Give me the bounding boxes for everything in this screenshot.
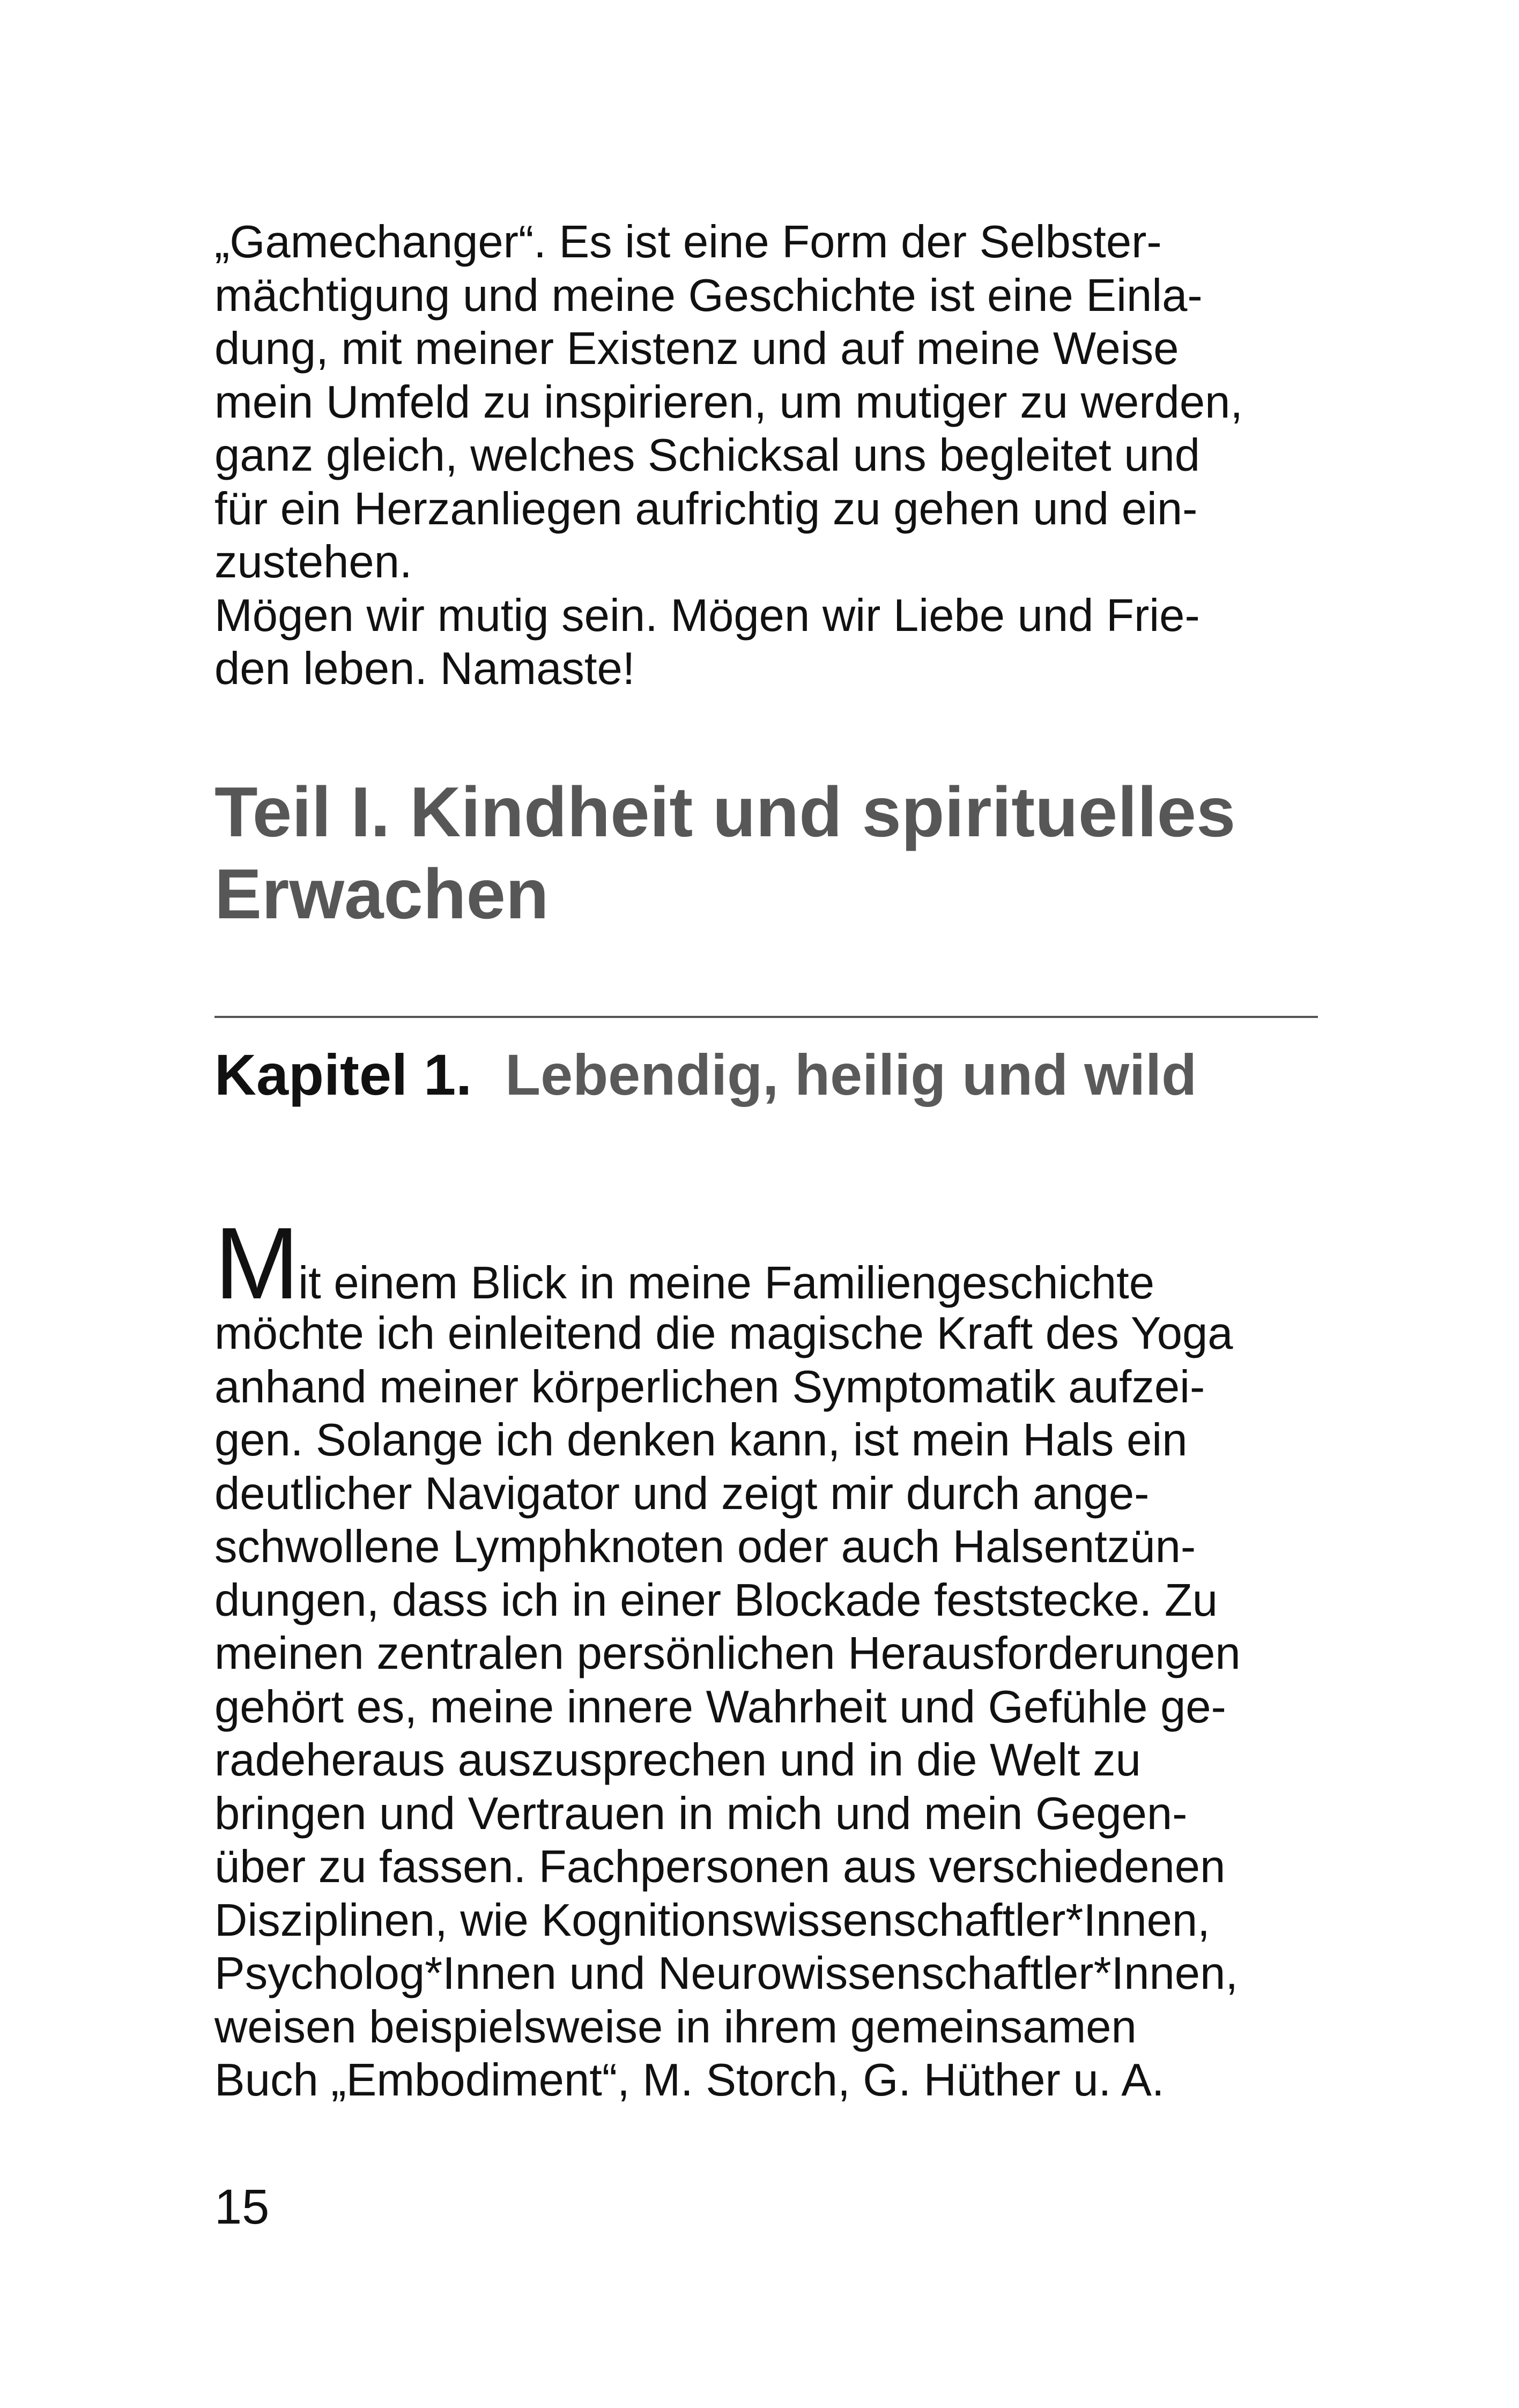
body-line: bringen und Vertrauen in mich und mein Gegen- xyxy=(214,1788,1188,1839)
body-line: gehört es, meine innere Wahrheit und Gefühle ge- xyxy=(214,1681,1226,1733)
body-first-line xyxy=(214,1207,1319,1320)
intro-line: Mögen wir mutig sein. Mögen wir Liebe und Frie- xyxy=(214,590,1200,641)
part-title-line: Erwachen xyxy=(214,854,549,933)
body-line: gen. Solange ich denken kann, ist mein Hals ein xyxy=(214,1415,1188,1466)
body-line: deutlicher Navigator und zeigt mir durch ange- xyxy=(214,1468,1150,1519)
body-line: über zu fassen. Fachpersonen aus verschiedenen xyxy=(214,1841,1226,1892)
intro-line: mächtigung und meine Geschichte ist eine Einla- xyxy=(214,270,1203,321)
intro-line: mein Umfeld zu inspirieren, um mutiger zu werden, xyxy=(214,376,1243,428)
drop-cap: M xyxy=(214,1207,297,1320)
body-line: möchte ich einleitend die magische Kraft des Yoga xyxy=(214,1308,1233,1359)
intro-line: den leben. Namaste! xyxy=(214,643,635,694)
body-line: dungen, dass ich in einer Blockade feststecke. Zu xyxy=(214,1574,1218,1626)
part-title xyxy=(214,771,1340,935)
body-first-line-text: it einem Blick in meine Familiengeschichte xyxy=(298,1258,1155,1309)
body-line: anhand meiner körperlichen Symptomatik aufzei- xyxy=(214,1361,1205,1413)
intro-line: „Gamechanger“. Es ist eine Form der Selbster- xyxy=(214,217,1162,267)
intro-paragraph xyxy=(214,215,1319,696)
part-title-line: Teil I. Kindheit und spirituelles xyxy=(214,772,1236,851)
body-line: Disziplinen, wie Kognitionswissenschaftler*Innen, xyxy=(214,1894,1210,1946)
intro-line: für ein Herzanliegen aufrichtig zu gehen und ein- xyxy=(214,483,1198,534)
body-line: meinen zentralen persönlichen Herausforderungen xyxy=(214,1628,1241,1679)
chapter-number: Kapitel 1. xyxy=(214,1042,472,1107)
body-line: Psycholog*Innen und Neurowissenschaftler*Innen, xyxy=(214,1948,1238,1999)
body-line: schwollene Lymphknoten oder auch Halsentzün- xyxy=(214,1521,1196,1572)
chapter-divider xyxy=(214,1016,1318,1018)
body-line: Buch „Embodiment“, M. Storch, G. Hüther u. A. xyxy=(214,2055,1165,2106)
intro-line: dung, mit meiner Existenz und auf meine Weise xyxy=(214,323,1179,374)
intro-line: ganz gleich, welches Schicksal uns begleitet und xyxy=(214,430,1201,481)
chapter-title: Lebendig, heilig und wild xyxy=(505,1042,1197,1107)
intro-line: zustehen. xyxy=(214,537,412,588)
body-line: weisen beispielsweise in ihrem gemeinsamen xyxy=(214,2001,1137,2053)
page-number: 15 xyxy=(214,2180,270,2234)
body-line: radeheraus auszusprechen und in die Welt zu xyxy=(214,1735,1141,1786)
chapter-heading xyxy=(214,1040,1197,1110)
body-paragraph xyxy=(214,1207,1319,2107)
